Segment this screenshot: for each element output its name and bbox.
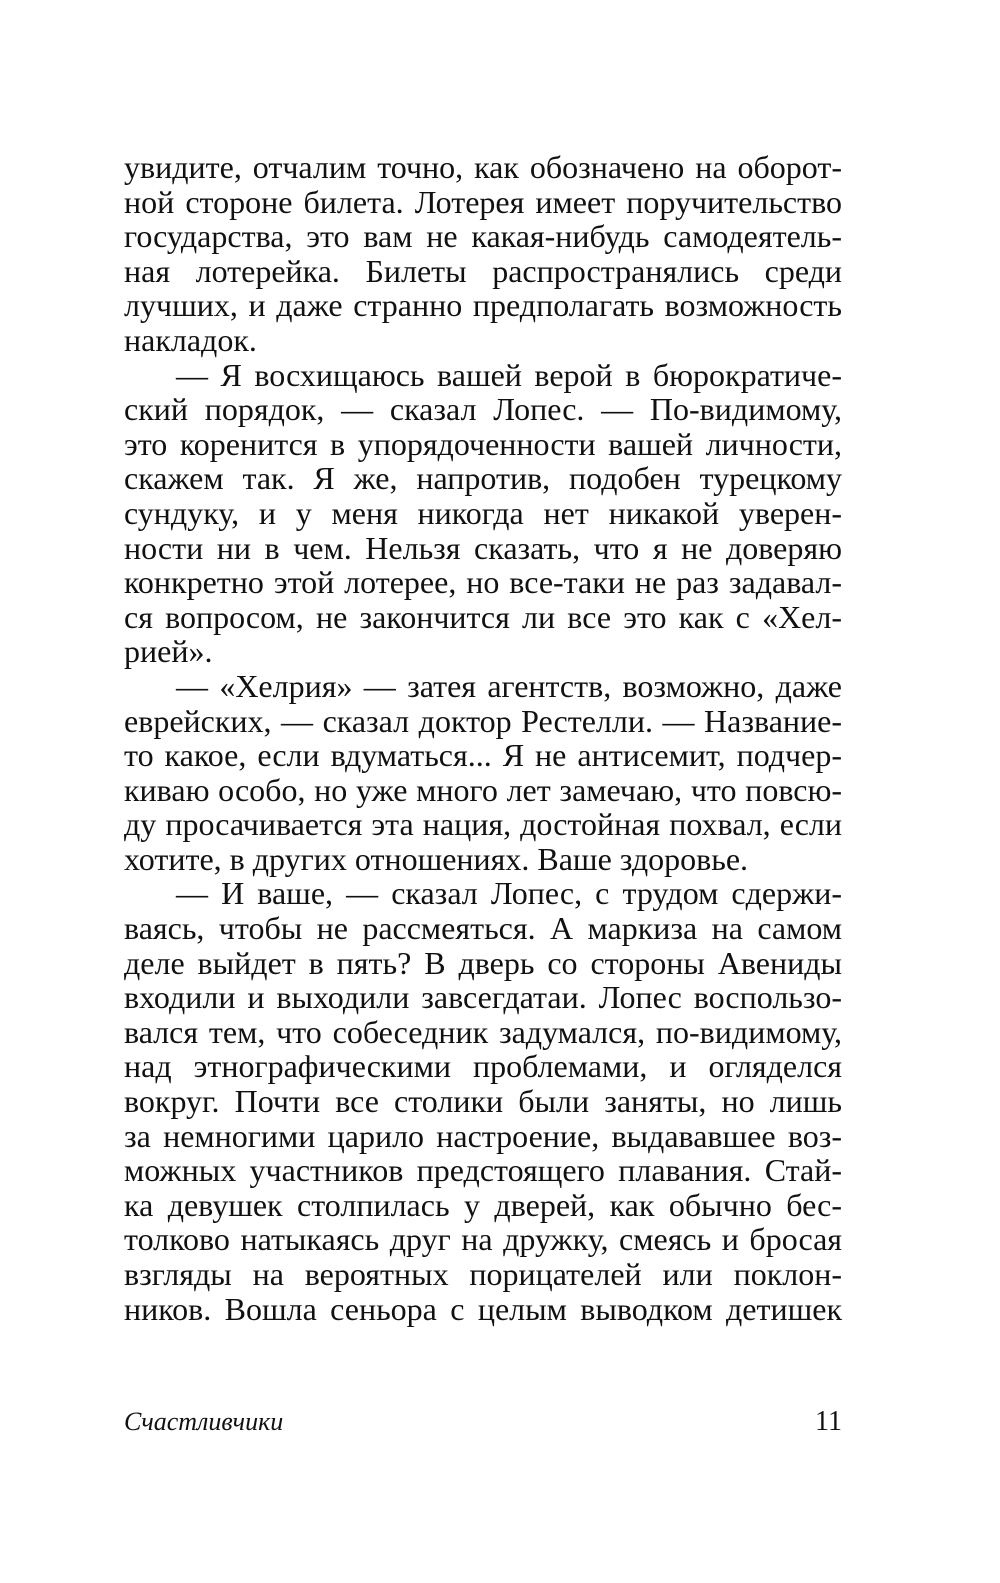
text-line: это коренится в упорядоченности вашей личности, (124, 425, 842, 462)
text-line: вался тем, что собеседник задумался, по-видимому, (124, 1013, 842, 1050)
text-line: — «Хелрия» — затея агентств, возможно, даже (176, 667, 842, 704)
text-line: толково натыкаясь друг на дружку, смеясь и бросая (124, 1221, 842, 1258)
running-title: Счастливчики (124, 1407, 284, 1436)
text-line: ся вопросом, не закончится ли все это как с «Хел- (124, 598, 842, 635)
text-line: лучших, и даже странно предполагать возможность (124, 287, 842, 324)
text-line: хотите, в других отношениях. Ваше здоровье. (124, 840, 749, 877)
text-line: ваясь, чтобы не рассмеяться. А маркиза на самом (124, 910, 842, 947)
text-line: ная лотерейка. Билеты распространялись среди (124, 252, 842, 289)
text-line: накладок. (124, 321, 257, 358)
text-line: ности ни в чем. Нельзя сказать, что я не доверяю (124, 529, 842, 566)
text-line: вокруг. Почти все столики были заняты, но лишь (124, 1083, 842, 1120)
page-number: 11 (815, 1406, 842, 1437)
text-line: то какое, если вдуматься... Я не антисемит, подчер- (124, 737, 842, 774)
text-line: ной стороне билета. Лотерея имеет поручительство (124, 183, 842, 220)
text-line: входили и выходили завсегдатаи. Лопес воспользо- (124, 979, 842, 1016)
text-line: еврейских, — сказал доктор Рестелли. — Название- (124, 702, 842, 739)
text-line: ду просачивается эта нация, достойная похвал, если (124, 806, 842, 843)
text-line: над этнографическими проблемами, и огляделся (124, 1048, 842, 1085)
text-line: взгляды на вероятных порицателей или поклон- (124, 1256, 842, 1292)
body-text (124, 150, 842, 1326)
text-line: государства, это вам не какая-нибудь самодеятель- (124, 218, 842, 255)
text-line: киваю особо, но уже много лет замечаю, что повсю- (124, 771, 842, 808)
text-line: можных участников предстоящего плавания. Стай- (124, 1152, 842, 1189)
text-line: за немногими царило настроение, выдававшее воз- (124, 1117, 842, 1154)
text-line: деле выйдет в пять? В дверь со стороны Авениды (124, 944, 842, 981)
text-line: конкретно этой лотерее, но все-таки не раз задавал- (124, 564, 842, 601)
text-line: ка девушек столпилась у дверей, как обычно бес- (124, 1186, 842, 1223)
text-line: — Я восхищаюсь вашей верой в бюрократиче- (176, 356, 842, 393)
text-line: — И ваше, — сказал Лопес, с трудом сдержи- (176, 875, 842, 912)
text-line: рией». (124, 633, 213, 670)
text-line: сундуку, и у меня никогда нет никакой уверен- (124, 494, 842, 531)
text-line: увидите, отчалим точно, как обозначено на оборот- (124, 149, 842, 185)
page-footer (124, 1404, 842, 1444)
text-line: ский порядок, — сказал Лопес. — По-видимому, (124, 391, 842, 428)
text-line: скажем так. Я же, напротив, подобен турецкому (124, 460, 842, 497)
text-line: ников. Вошла сеньора с целым выводком детишек (124, 1290, 842, 1327)
